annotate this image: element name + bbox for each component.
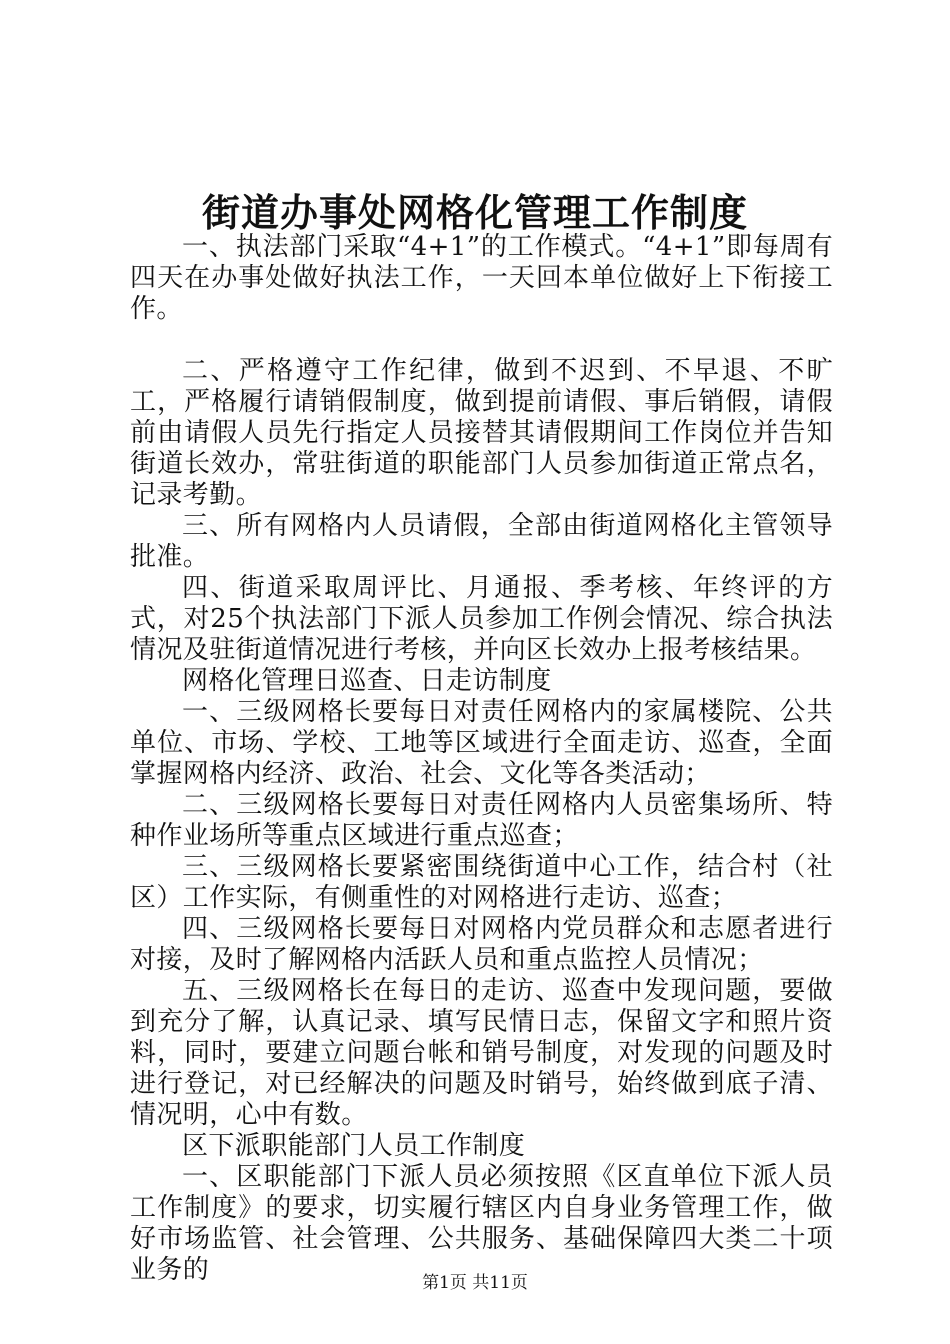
- paragraph: 三、三级网格长要紧密围绕街道中心工作，结合村（社区）工作实际，有侧重性的对网格进行走访、巡查；: [130, 852, 833, 913]
- paragraph: 一、三级网格长要每日对责任网格内的家属楼院、公共单位、市场、学校、工地等区域进行全面走访、巡查，全面掌握网格内经济、政治、社会、文化等各类活动；: [130, 697, 833, 789]
- paragraph: 四、三级网格长要每日对网格内党员群众和志愿者进行对接，及时了解网格内活跃人员和重点监控人员情况；: [130, 914, 833, 975]
- paragraph: 二、三级网格长要每日对责任网格内人员密集场所、特种作业场所等重点区域进行重点巡查；: [130, 790, 833, 851]
- page-number: 第1页 共11页: [422, 1273, 528, 1293]
- document-title: 街道办事处网格化管理工作制度: [201, 190, 748, 235]
- section-heading: 区下派职能部门人员工作制度: [182, 1131, 526, 1161]
- document-body: [130, 232, 833, 1286]
- paragraph: 一、区职能部门下派人员必须按照《区直单位下派人员工作制度》的要求，切实履行辖区内自身业务管理工作，做好市场监管、社会管理、公共服务、基础保障四大类二十项业务的: [130, 1162, 833, 1285]
- paragraph: 一、执法部门采取“4+1”的工作模式。“4+1”即每周有四天在办事处做好执法工作，一天回本单位做好上下衔接工作。: [130, 232, 833, 324]
- paragraph: 三、所有网格内人员请假，全部由街道网格化主管领导批准。: [130, 511, 833, 572]
- paragraph: 二、严格遵守工作纪律，做到不迟到、不早退、不旷工，严格履行请销假制度，做到提前请假、事后销假，请假前由请假人员先行指定人员接替其请假期间工作岗位并告知街道长效办，常驻街道的职能部门人员参加街道正常点名，记录考勤。: [130, 356, 833, 510]
- paragraph: 五、三级网格长在每日的走访、巡查中发现问题，要做到充分了解，认真记录、填写民情日志，保留文字和照片资料，同时，要建立问题台帐和销号制度，对发现的问题及时进行登记，对已经解决的问题及时销号，始终做到底子清、情况明，心中有数。: [130, 976, 833, 1130]
- section-heading: 网格化管理日巡查、日走访制度: [182, 666, 552, 696]
- paragraph: 四、街道采取周评比、月通报、季考核、年终评的方式，对25个执法部门下派人员参加工作例会情况、综合执法情况及驻街道情况进行考核，并向区长效办上报考核结果。: [130, 573, 833, 665]
